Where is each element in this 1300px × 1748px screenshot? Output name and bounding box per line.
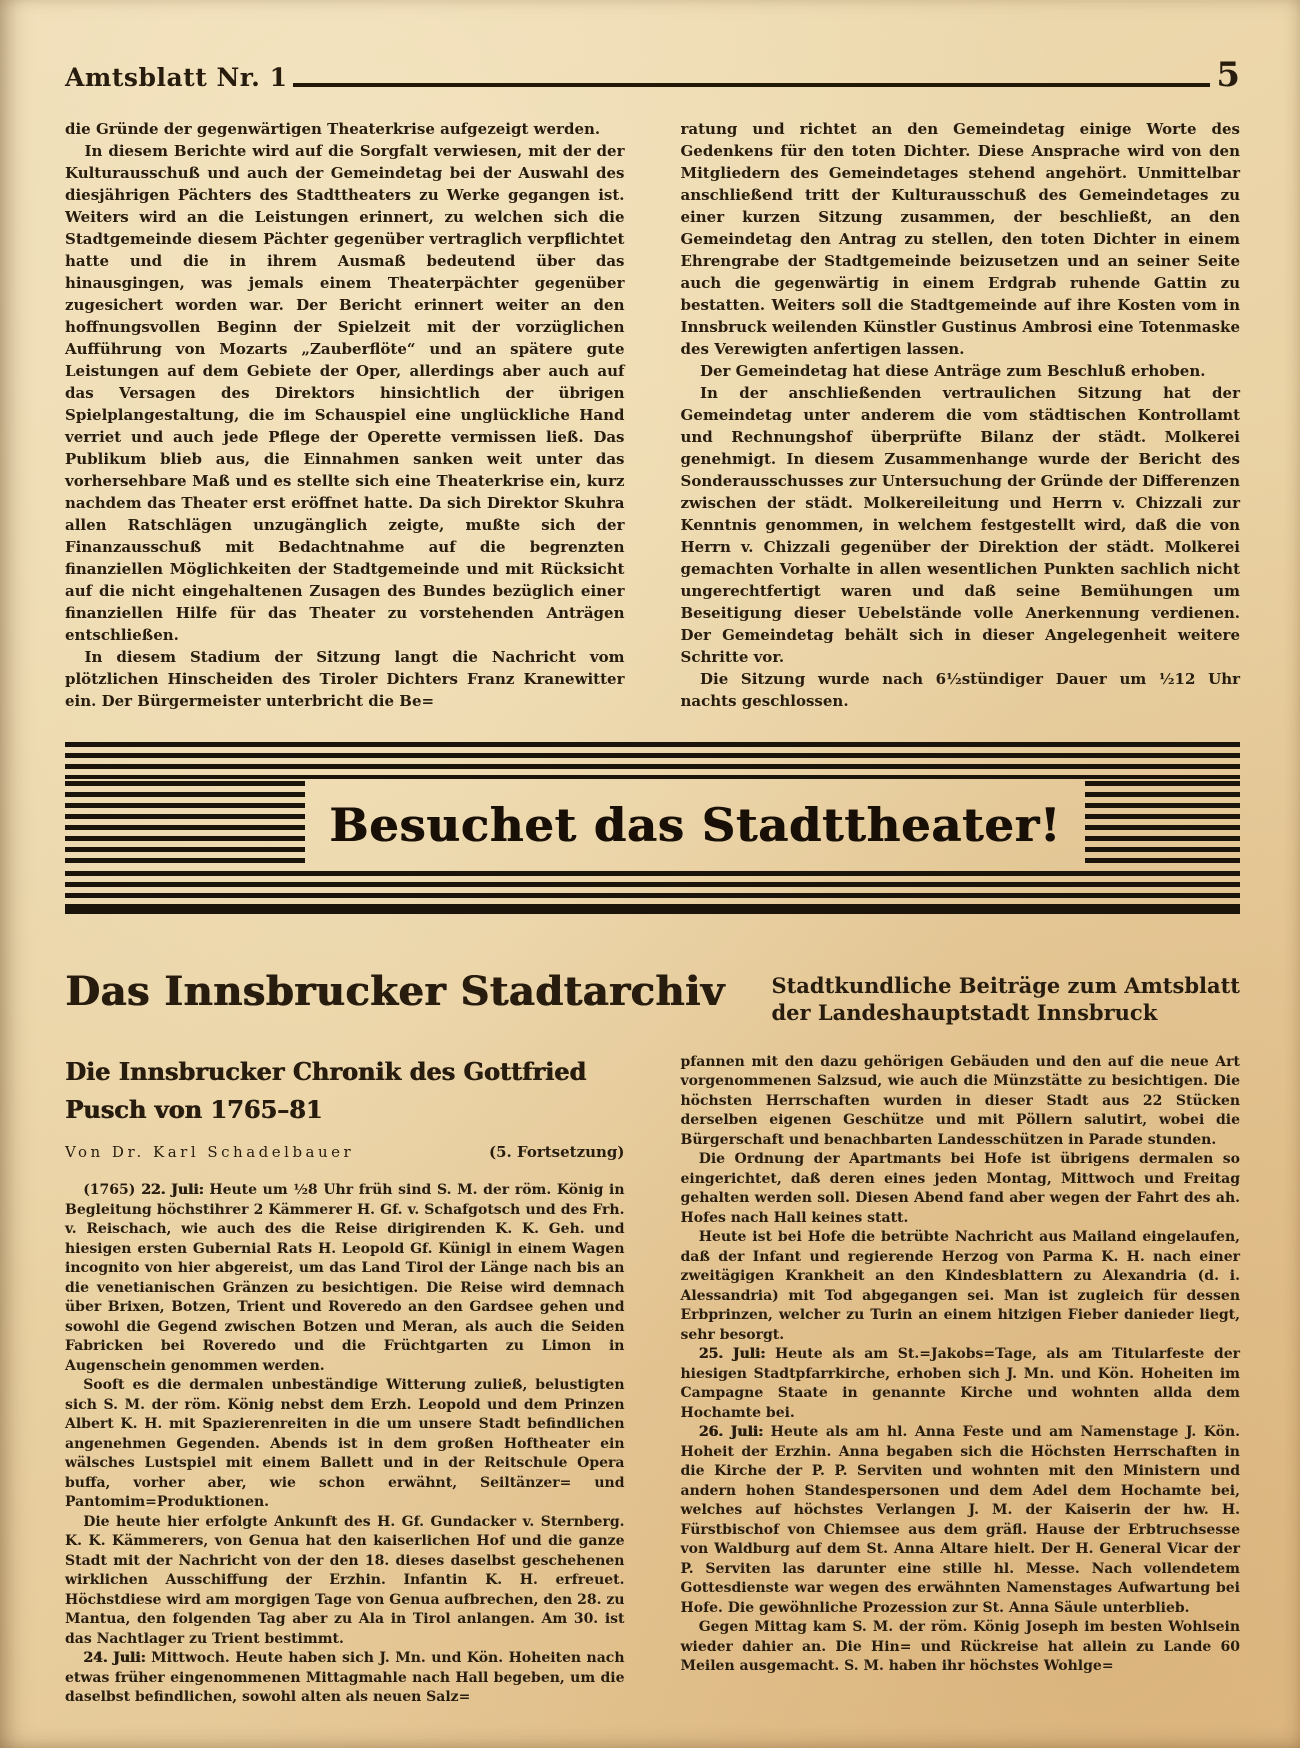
banner-stripes-bottom [65,871,1240,914]
chronik-right-column [681,1053,1241,1708]
paragraph: Die Ordnung der Apartmants bei Hofe ist übrigens dermalen so eingerichtet, daß deren eines jeden Montag, Mittwoch und Freitag gehalten werden soll. Diesen Abend fand aber wegen der Fahrt des ah. Hofes nach Hall keines statt. [680,1151,1240,1226]
session-report-left-column [65,118,625,712]
chronik-continuation-note: (5. Fortsetzung) [489,1143,625,1162]
masthead-rule [293,83,1210,87]
stadtarchiv-title: Das Innsbrucker Stadtarchiv [65,968,725,1015]
stadtarchiv-subtitle [771,956,1240,1027]
session-report-right-column [681,118,1241,712]
paragraph: Sooft es die dermalen unbeständige Witterung zuließ, belustigten sich S. M. der röm. König nebst dem Erzh. Leopold und dem Prinzen Albert K. H. mit Spazierenreiten in die um unsere Stadt befindlichen angenehmen Gegenden. Abends ist in dem großen Hoftheater ein wälsches Lustspiel mit einem Ballett und in der Reitschule Opera buffa, vorher aber, wie schon erwähnt, Seiltänzer= und Pantomim=Produktionen. [65,1377,625,1511]
date-lead: 22. Juli: [141,1182,204,1199]
paragraph: In der anschließenden vertraulichen Sitzung hat der Gemeindetag unter anderem die vom städtischen Kontrollamt und Rechnungshof überprüfte Bilanz der städt. Molkerei genehmigt. In diesem Zusammenhange wurde der Bericht des Sonderausschusses zur Untersuchung der Gründe der Differenzen zwischen der städt. Molkereileitung und Herrn v. Chizzali zur Kenntnis genommen, in welchem festgestellt wird, daß die von Herrn v. Chizzali gegenüber der Direktion der städt. Molkerei gemachten Vorhalte in allen wesentlichen Punkten sachlich nicht ungerechtfertigt waren und daß seine Bemühungen um Beseitigung dieser Uebelstände volle Anerkennung verdienen. Der Gemeindetag behält sich in dieser Angelegenheit weitere Schritte vor. [680,384,1240,666]
chronik-heading-line1: Die Innsbrucker Chronik des Gottfried [65,1056,587,1086]
page-number: 5 [1216,55,1240,95]
banner-stripes-left [65,781,305,869]
paragraph: Die heute hier erfolgte Ankunft des H. Gf. Gundacker v. Sternberg. K. K. Kämmerers, von Genua hat den kaiserlichen Hof und die ganze Stadt mit der Nachricht von der den 18. dieses daselbst geschehenen wirklichen Ausschiffung der Erzhin. Infantin K. H. erfreuet. Höchstdiese wird am morgigen Tage von Genua aufbrechen, den 28. zu Mantua, den folgenden Tag aber zu Ala in Tirol anlangen. Am 30. ist das Nachtlager zu Trient bestimmt. [65,1513,625,1647]
theater-banner [65,742,1240,914]
chronik-left-column [65,1053,625,1708]
chronik-left-text [65,1181,625,1708]
masthead [65,55,1240,95]
date-lead: 26. Juli: [698,1424,764,1441]
banner-middle [65,781,1240,869]
stadtarchiv-header [65,956,1240,1027]
paragraph: Der Gemeindetag hat diese Anträge zum Beschluß erhoben. [700,362,1206,380]
paragraph: pfannen mit den dazu gehörigen Gebäuden und den auf die neue Art vorgenommenen Salzsud, wie auch die Münzstätte zu besichtigen. Die höchsten Herrschaften wurden in dieser Stadt aus 22 Stücken derselben eigenen Geschütze und mit Pöllern salutirt, wobei die Bürgerschaft und benachbarten Landesschützen in Parade stunden. [680,1053,1240,1148]
paragraph: die Gründe der gegenwärtigen Theaterkrise aufgezeigt werden. [65,120,601,138]
paragraph: In diesem Stadium der Sitzung langt die Nachricht vom plötzlichen Hinscheiden des Tiroler Dichters Franz Kranewitter ein. Der Bürgermeister unterbricht die Be= [65,648,625,710]
banner-stripes-top [65,742,1240,779]
chronik-article [65,1053,1240,1708]
paragraph: 26. Juli: Heute als am hl. Anna Feste und am Namenstage J. Kön. Hoheit der Erzhin. Anna begaben sich die Höchsten Herrschaften in die Kirche der P. P. Serviten und wohnten mit den Ministern und andern hohen Standespersonen und dem Adel dem Hochamte bei, welches auf höchstes Verlangen J. M. der Kaiserin der hw. H. Fürstbischof von Chiemsee aus dem gräfl. Hause der Erbtruchsesse von Waldburg auf dem St. Anna Altare hielt. Der H. General Vicar der P. Serviten las darunter eine stille hl. Messe. Nach vollendetem Gottesdienste war wegen des erwähnten Namenstages Aufwartung bei Hofe. Die gewöhnliche Prozession zur St. Anna Säule unterblieb. [680,1424,1241,1616]
paragraph: Heute ist bei Hofe die betrübte Nachricht aus Mailand eingelaufen, daß der Infant und regierende Herzog von Parma K. H. nach einer zweitägigen Krankheit an den Kindesblattern zu Alexandria (d. i. Alessandria) mit Tod abgegangen sei. Man ist zugleich für dessen Erbprinzen, welcher zu Turin an einem hitzigen Fieber danieder liegt, sehr besorgt. [680,1229,1240,1343]
paragraph: 24. Juli: Mittwoch. Heute haben sich J. Mn. und Kön. Hoheiten nach etwas früher eingenommenen Mittagmahle nach Hall begeben, um die daselbst befindlichen, sowohl alten als neuen Salz= [65,1650,625,1706]
paragraph: In diesem Berichte wird auf die Sorgfalt verwiesen, mit der der Kulturausschuß und auch der Gemeindetag bei der Auswahl des diesjährigen Pächters des Stadttheaters zu Werke gegangen ist. Weiters wird an die Leistungen erinnert, zu welchen sich die Stadtgemeinde diesem Pächter gegenüber vertraglich verpflichtet hatte und die in ihrem Ausmaß bedeutend über das hinausgingen, was jemals einem Theaterpächter gegenüber zugesichert worden war. Der Bericht erinnert weiter an den hoffnungsvollen Beginn der Spielzeit mit der vorzüglichen Aufführung von Mozarts „Zauberflöte“ und an spätere gute Leistungen auf dem Gebiete der Oper, allerdings aber auch auf das Versagen des Direktors hinsichtlich der übrigen Spielplangestaltung, die im Schauspiel eine unglückliche Hand verriet und auch jede Pflege der Operette vermissen ließ. Das Publikum blieb aus, die Einnahmen sanken weit unter das vorhersehbare Maß und es stellte sich eine Theaterkrise ein, kurz nachdem das Theater erst eröffnet hatte. Da sich Direktor Skuhra allen Ratschlägen unzugänglich zeigte, mußte sich der Finanzausschuß mit Bedachtnahme auf die begrenzten finanziellen Möglichkeiten der Stadtgemeinde und mit Rücksicht auf die nicht eingehaltenen Zusagen des Bundes bezüglich einer finanziellen Hilfe für das Theater zu vorstehenden Anträgen entschließen. [65,142,625,644]
chronik-byline-row [65,1143,625,1161]
paragraph: 25. Juli: Heute als am St.=Jakobs=Tage, als am Titularfeste der hiesigen Stadtpfarrkirche, erhoben sich J. Mn. und Kön. Hoheiten im Campagne Staate in genannte Kirche und wohnten allda dem Hochamte bei. [680,1346,1240,1421]
chronik-byline: Von Dr. Karl Schadelbauer [65,1143,355,1162]
banner-text: Besuchet das Stadttheater! [329,798,1061,852]
banner-stripes-right [1085,781,1240,869]
masthead-title: Amtsblatt Nr. 1 [65,63,288,92]
session-report-section [65,118,1240,712]
chronik-heading [65,1053,625,1130]
paragraph: (1765) 22. Juli: Heute um ½8 Uhr früh sind S. M. der röm. König in Begleitung höchstihrer 2 Kämmerer H. Gf. v. Schafgotsch und des Frh. v. Reischach, wie auch des die Reise dirigirenden K. K. Geh. und hiesigen ersten Gubernial Rats H. Leopold Gf. Künigl in einem Wagen incognito von hier abgereist, um das Land Tirol der Länge nach bis an die venetianischen Gränzen zu besichtigen. Die Reise wird demnach über Brixen, Botzen, Trient und Roveredo an den Gardsee gehen und sowohl die Gegend zwischen Botzen und Meran, als auch die Seiden Fabricken bei Roveredo und die Früchtgarten zu Limon in Augenschein genommen werden. [65,1182,625,1374]
date-lead: 24. Juli: [83,1650,146,1667]
chronik-heading-line2: Pusch von 1765–81 [65,1094,323,1124]
stadtarchiv-subtitle-line2: der Landeshauptstadt Innsbruck [771,1000,1158,1026]
paragraph: Die Sitzung wurde nach 6½stündiger Dauer um ½12 Uhr nachts geschlossen. [680,670,1240,710]
paragraph: ratung und richtet an den Gemeindetag einige Worte des Gedenkens für den toten Dichter. Diese Ansprache wird von den Mitgliedern des Gemeindetages stehend angehört. Unmittelbar anschließend tritt der Kulturausschuß des Gemeindetages zu einer kurzen Sitzung zusammen, der beschließt, an den Gemeindetag den Antrag zu stellen, den toten Dichter in einem Ehrengrabe der Stadtgemeinde beizusetzen und an seiner Seite auch die gegenwärtig in einem Erdgrab ruhende Gattin zu bestatten. Weiters soll die Stadtgemeinde auf ihre Kosten vom in Innsbruck weilenden Künstler Gustinus Ambrosi eine Totenmaske des Verewigten anfertigen lassen. [680,120,1240,358]
stadtarchiv-subtitle-line1: Stadtkundliche Beiträge zum Amtsblatt [771,973,1240,998]
date-lead: 25. Juli: [698,1346,766,1363]
paragraph: Gegen Mittag kam S. M. der röm. König Joseph im besten Wohlsein wieder dahier an. Die Hin= und Rückreise hat allein zu Lande 60 Meilen ausgemacht. S. M. haben ihr höchstes Wohlge= [680,1619,1240,1675]
